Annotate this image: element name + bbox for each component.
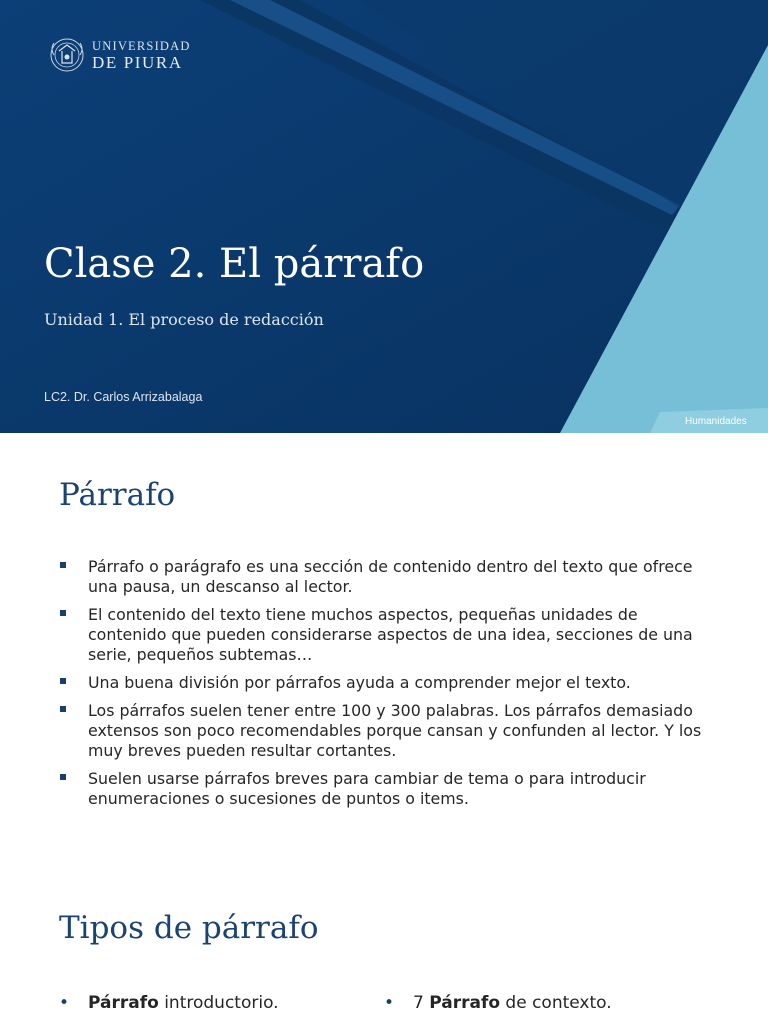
list-item-text: Una buena división por párrafos ayuda a comprender mejor el texto.: [88, 673, 631, 692]
tipo-text: 7 Párrafo de contexto.: [413, 993, 612, 1013]
tipo-text: Párrafo introductorio.: [88, 993, 279, 1013]
category-tag: [668, 412, 768, 433]
bullet-list: [59, 557, 719, 817]
round-bullet-icon: •: [384, 993, 395, 1013]
list-item-text: Párrafo o parágrafo es una sección de contenido dentro del texto que ofrece una pausa, un descanso al lector.: [88, 557, 693, 596]
square-bullet-icon: [60, 610, 66, 616]
logo-text-de-piura: DE PIURA: [92, 53, 183, 72]
square-bullet-icon: [60, 562, 66, 568]
list-item: [59, 673, 719, 693]
list-item: [59, 605, 719, 665]
section-heading-tipos: Tipos de párrafo: [59, 910, 319, 946]
content-slide: [0, 433, 768, 1024]
title-slide: [0, 0, 768, 433]
list-item: [59, 557, 719, 597]
list-item-text: Los párrafos suelen tener entre 100 y 300 palabras. Los párrafos demasiado extensos son poco recomendables porque cansan y confunden al lector. Y los muy breves pueden resultar cortantes.: [88, 701, 702, 760]
square-bullet-icon: [60, 678, 66, 684]
university-logo: [48, 33, 208, 83]
category-tag-label: Humanidades: [685, 416, 747, 427]
slide-title: Clase 2. El párrafo: [44, 241, 425, 287]
round-bullet-icon: •: [59, 993, 70, 1013]
list-item-text: Suelen usarse párrafos breves para cambiar de tema o para introducir enumeraciones o sucesiones de puntos o items.: [88, 769, 646, 808]
university-emblem-icon: [48, 33, 86, 79]
section-heading: Párrafo: [59, 477, 176, 513]
slide-author: LC2. Dr. Carlos Arrizabalaga: [44, 390, 203, 404]
list-item-text: El contenido del texto tiene muchos aspectos, pequeñas unidades de contenido que pueden considerarse aspectos de una idea, secciones de una serie, pequeños subtemas…: [88, 605, 693, 664]
slide-subtitle: Unidad 1. El proceso de redacción: [44, 310, 324, 329]
list-item: [59, 701, 719, 761]
list-item: [59, 769, 719, 809]
logo-text-universidad: UNIVERSIDAD: [92, 39, 191, 53]
square-bullet-icon: [60, 774, 66, 780]
square-bullet-icon: [60, 706, 66, 712]
